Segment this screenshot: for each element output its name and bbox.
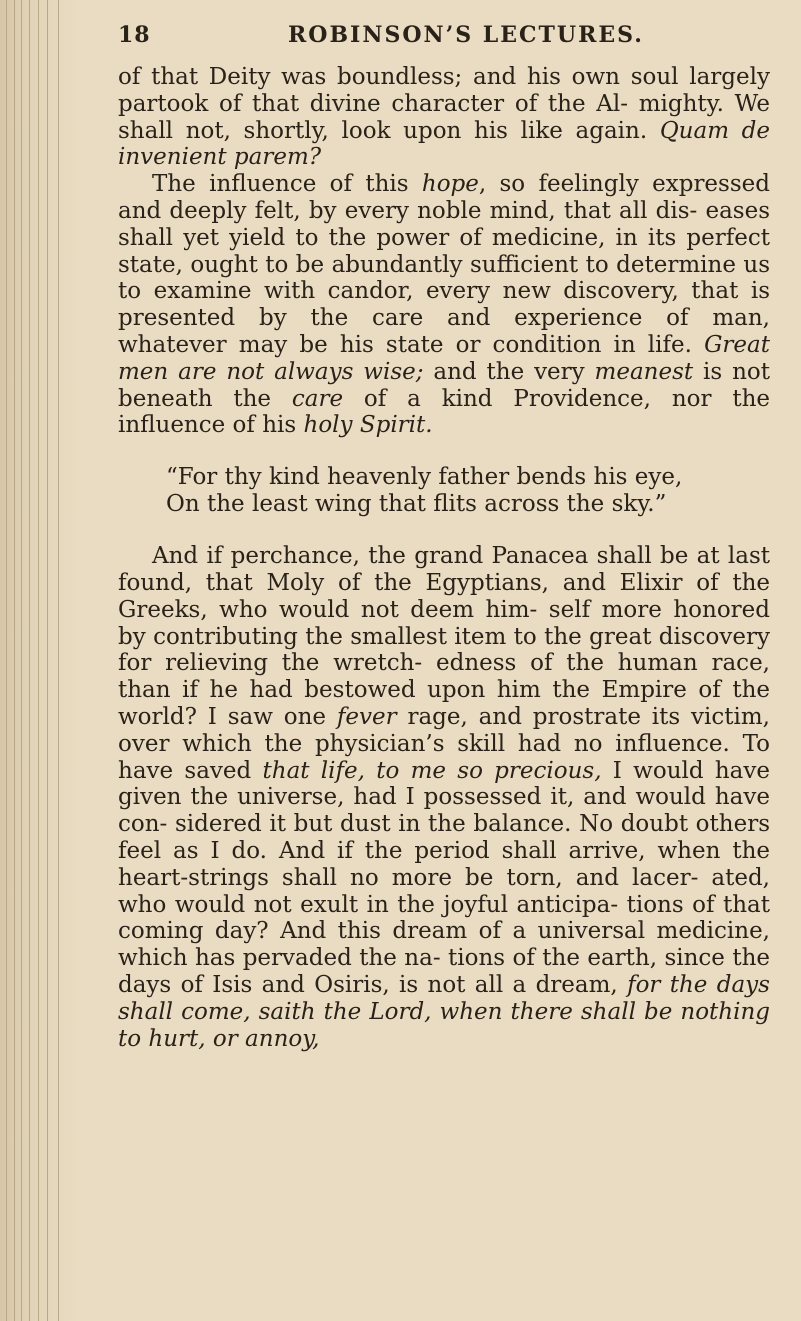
italic-span: Great men are not always wise;: [118, 331, 770, 385]
verse-line-2: On the least wing that flits across the sky.”: [166, 491, 667, 518]
verse-line-1: “For thy kind heavenly father bends his eye,: [166, 464, 683, 491]
verse-quote: [118, 464, 770, 518]
book-page: [118, 22, 770, 1052]
page-number: 18: [118, 22, 151, 48]
paragraph-3: [118, 543, 770, 1052]
text-span: and the very: [423, 358, 595, 385]
italic-span: care: [291, 385, 344, 412]
italic-span: fever: [336, 703, 397, 730]
italic-span: for the days shall come, saith the Lord, when there shall be nothing to hurt, or annoy,: [118, 971, 770, 1052]
paragraph-1-text: of that Deity was boundless; and his own soul largely partook of that divine character of the Al- mighty. We shall not, shortly, look upon his like again.: [118, 64, 770, 144]
italic-span: that life, to me so precious,: [262, 757, 602, 784]
body-text: [118, 64, 770, 1052]
paragraph-2: [118, 171, 770, 439]
running-title: ROBINSON’S LECTURES.: [288, 22, 644, 48]
paragraph-1: [118, 64, 770, 171]
text-span: is not beneath the: [118, 358, 770, 412]
latin-quote: Quam de invenient parem?: [118, 117, 771, 171]
text-span: I would have given the universe, had I possessed it, and would have con- sidered it but dust in the balance. No doubt others feel as I do. And if the period shall arrive, when the heart-strings shall no more be torn, and lacer- ated, who would not exult in the joyful anticipa- tions of that coming day? And this dream of a universal medicine, which has pervaded the na- tions of the earth, since the days of Isis and Osiris, is not all a dream,: [118, 757, 770, 998]
italic-span: holy Spirit.: [303, 412, 433, 439]
text-span: , so feelingly expressed and deeply felt, by every noble mind, that all dis- eases shall yet yield to the power of medicine, in its perfect state, ought to be abundantly sufficient to determine us to examine with candor, every new discovery, that is presented by the care and experience of man, whatever may be his state or condition in life.: [118, 171, 770, 358]
italic-span: meanest: [594, 358, 694, 385]
text-span: rage, and prostrate its victim, over which the physician’s skill had no influence. To have saved: [118, 703, 770, 784]
italic-span: hope: [421, 171, 479, 198]
book-gutter: [0, 0, 80, 1321]
text-span: of a kind Providence, nor the influence of his: [118, 385, 770, 439]
text-span: The influence of this: [152, 171, 422, 198]
running-header: [118, 22, 770, 64]
text-span: And if perchance, the grand Panacea shall be at last found, that Moly of the Egyptians, and Elixir of the Greeks, who would not deem him- self more honored by contributing the smallest item to the great discovery for relieving the wretch- edness of the human race, than if he had bestowed upon him the Empire of the world? I saw one: [118, 543, 770, 730]
